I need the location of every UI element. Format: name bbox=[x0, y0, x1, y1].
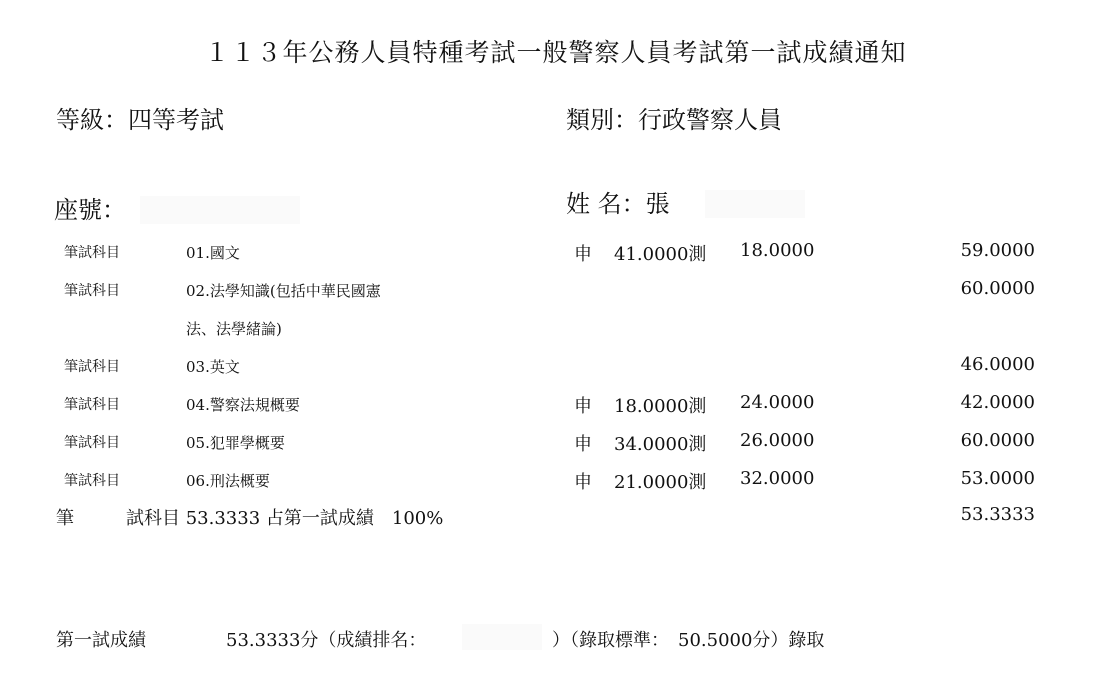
row-label: 筆試科目 bbox=[64, 435, 120, 451]
row-label: 筆試科目 bbox=[64, 245, 120, 261]
row-label: 筆試科目 bbox=[64, 283, 120, 299]
subtotal-prefix: 筆 bbox=[56, 508, 74, 529]
candidate-name-redaction bbox=[705, 190, 805, 218]
score-row bbox=[0, 466, 1111, 496]
row-label: 筆試科目 bbox=[64, 359, 120, 375]
part-b-score: 32.0000 bbox=[740, 468, 815, 489]
appeal-marker: 申 bbox=[574, 472, 592, 493]
appeal-marker: 申 bbox=[574, 396, 592, 417]
score-row bbox=[0, 352, 1111, 382]
subject-score: 60.0000 bbox=[960, 430, 1035, 451]
subject-score: 46.0000 bbox=[960, 354, 1035, 375]
subject-name: 04.警察法規概要 bbox=[186, 396, 300, 414]
subject-name: 法、法學緒論) bbox=[186, 320, 282, 338]
row-label: 筆試科目 bbox=[64, 473, 120, 489]
subject-score: 42.0000 bbox=[960, 392, 1035, 413]
part-b-score: 26.0000 bbox=[740, 430, 815, 451]
written-exam-subtotal bbox=[0, 502, 1111, 532]
seat-number-redaction bbox=[140, 196, 300, 224]
first-stage-result bbox=[0, 624, 1111, 654]
subtotal-score: 53.3333 bbox=[960, 504, 1035, 525]
seat-number-label: 座號： bbox=[54, 196, 126, 224]
rank-redaction bbox=[462, 624, 542, 650]
grade-field: 等級：四等考試 bbox=[56, 106, 224, 134]
appeal-marker: 申 bbox=[574, 434, 592, 455]
part-a-score: 34.0000測 bbox=[614, 434, 707, 455]
part-a-score: 18.0000測 bbox=[614, 396, 707, 417]
part-a-score: 21.0000測 bbox=[614, 472, 707, 493]
subject-score: 59.0000 bbox=[960, 240, 1035, 261]
part-a-score: 41.0000測 bbox=[614, 244, 707, 265]
appeal-marker: 申 bbox=[574, 244, 592, 265]
category-field: 類別：行政警察人員 bbox=[566, 106, 782, 134]
subject-name: 06.刑法概要 bbox=[186, 472, 270, 490]
subtotal-text: 試科目 53.3333 占第一試成績 100% bbox=[126, 508, 444, 529]
subject-name: 01.國文 bbox=[186, 244, 240, 262]
subject-name: 05.犯罪學概要 bbox=[186, 434, 285, 452]
page-title: １１３年公務人員特種考試一般警察人員考試第一試成績通知 bbox=[204, 38, 907, 67]
first-stage-label: 第一試成績 bbox=[56, 630, 146, 651]
first-stage-score: 53.3333分（成績排名： bbox=[226, 630, 427, 651]
score-row-continuation bbox=[0, 314, 1111, 344]
score-row bbox=[0, 238, 1111, 268]
score-row bbox=[0, 428, 1111, 458]
score-row bbox=[0, 390, 1111, 420]
candidate-name-label: 姓 名：張 bbox=[566, 190, 670, 218]
part-b-score: 18.0000 bbox=[740, 240, 815, 261]
score-row bbox=[0, 276, 1111, 306]
subject-score: 53.0000 bbox=[960, 468, 1035, 489]
admission-status: ）（錄取標準： 50.5000分）錄取 bbox=[552, 630, 825, 651]
subject-score: 60.0000 bbox=[960, 278, 1035, 299]
subject-name: 02.法學知識(包括中華民國憲 bbox=[186, 282, 381, 300]
subject-name: 03.英文 bbox=[186, 358, 240, 376]
part-b-score: 24.0000 bbox=[740, 392, 815, 413]
row-label: 筆試科目 bbox=[64, 397, 120, 413]
